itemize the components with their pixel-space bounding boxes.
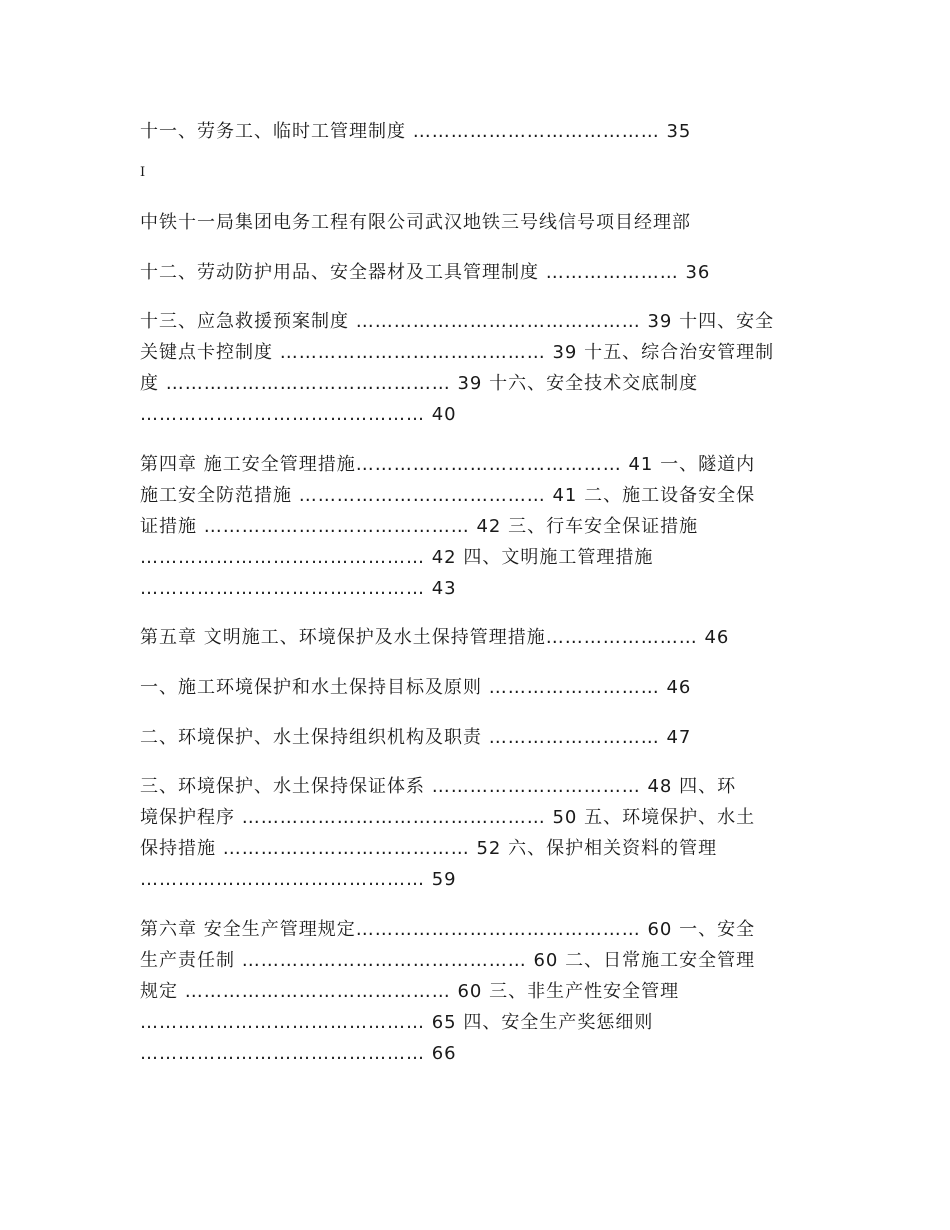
toc-row: ……………………………………… 40 — [140, 404, 457, 425]
page-number-roman: I — [140, 165, 146, 180]
toc-entry-12: 十二、劳动防护用品、安全器材及工具管理制度 ………………… 36 — [140, 262, 711, 283]
toc-row: ……………………………………… 42 四、文明施工管理措施 — [140, 547, 654, 568]
toc-row: ……………………………………… 65 四、安全生产奖惩细则 — [140, 1012, 654, 1033]
toc-row: 第四章 施工安全管理措施…………………………………… 41 一、隧道内 — [140, 454, 756, 475]
toc-row: 度 ……………………………………… 39 十六、安全技术交底制度 — [140, 373, 699, 394]
toc-row: 境保护程序 ………………………………………… 50 五、环境保护、水土 — [140, 807, 756, 828]
toc-row: 十三、应急救援预案制度 ……………………………………… 39 十四、安全 — [140, 311, 775, 332]
toc-row: 三、环境保护、水土保持保证体系 …………………………… 48 四、环 — [140, 776, 737, 797]
toc-row: 生产责任制 ……………………………………… 60 二、日常施工安全管理 — [140, 950, 756, 971]
toc-row: 第六章 安全生产管理规定……………………………………… 60 一、安全 — [140, 919, 756, 940]
toc-entry-5-2: 二、环境保护、水土保持组织机构及职责 ……………………… 47 — [140, 727, 692, 748]
toc-entry-5-1: 一、施工环境保护和水土保持目标及原则 ……………………… 46 — [140, 677, 692, 698]
toc-chapter-5: 第五章 文明施工、环境保护及水土保持管理措施…………………… 46 — [140, 627, 730, 648]
toc-row: 规定 …………………………………… 60 三、非生产性安全管理 — [140, 981, 680, 1002]
toc-row: 关键点卡控制度 …………………………………… 39 十五、综合治安管理制 — [140, 342, 775, 363]
toc-entry-11: 十一、劳务工、临时工管理制度 ………………………………… 35 — [140, 121, 692, 142]
page-header: 中铁十一局集团电务工程有限公司武汉地铁三号线信号项目经理部 — [140, 212, 691, 233]
toc-row: ……………………………………… 43 — [140, 578, 457, 599]
toc-row: 保持措施 ………………………………… 52 六、保护相关资料的管理 — [140, 838, 718, 859]
toc-row: 施工安全防范措施 ………………………………… 41 二、施工设备安全保 — [140, 485, 756, 506]
toc-block-5-3-6 — [140, 771, 820, 895]
toc-block-chapter-4 — [140, 449, 820, 604]
toc-row: 证措施 …………………………………… 42 三、行车安全保证措施 — [140, 516, 699, 537]
toc-block-chapter-6 — [140, 914, 820, 1069]
toc-row: ……………………………………… 59 — [140, 869, 457, 890]
toc-block-13-16 — [140, 306, 820, 430]
toc-row: ……………………………………… 66 — [140, 1043, 457, 1064]
